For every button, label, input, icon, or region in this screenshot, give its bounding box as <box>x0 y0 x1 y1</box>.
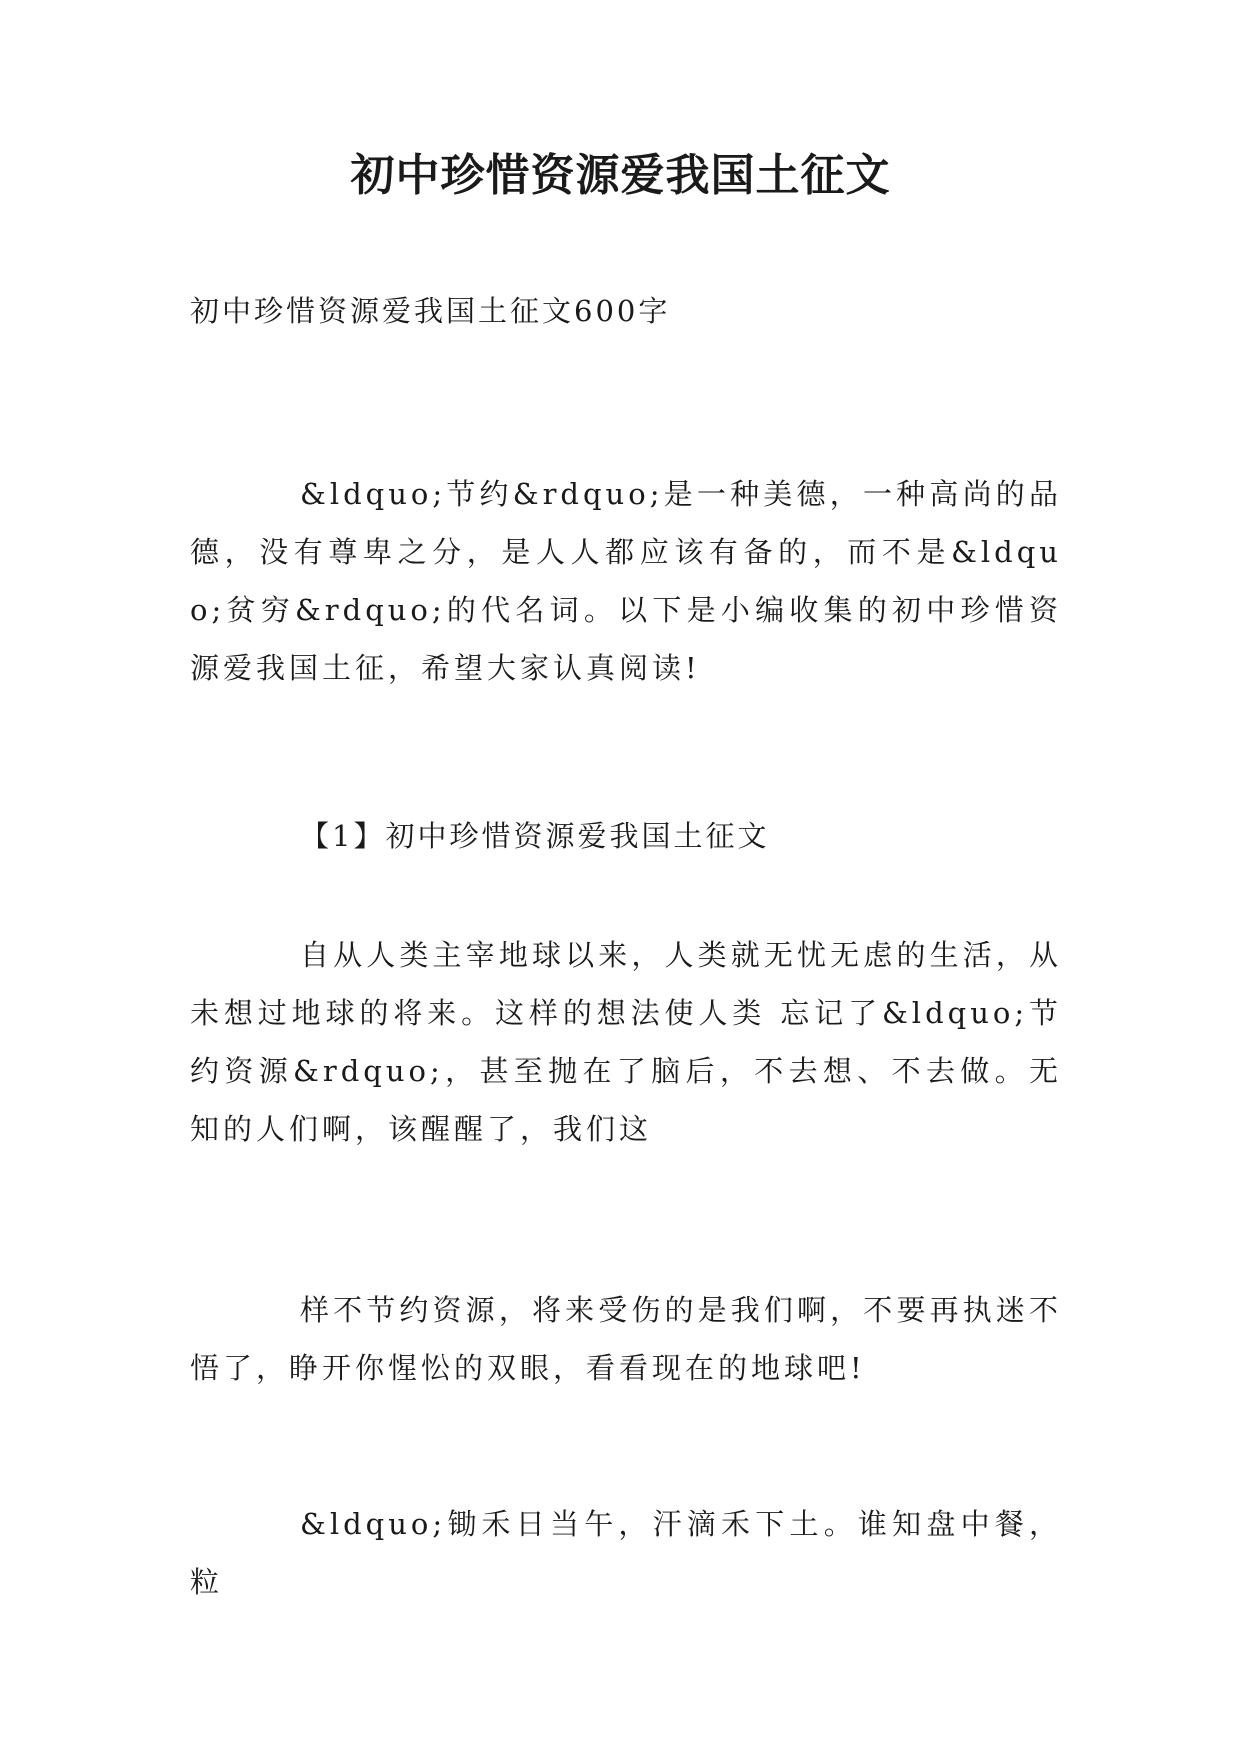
document-subtitle: 初中珍惜资源爱我国土征文600字 <box>190 294 671 328</box>
document-title: 初中珍惜资源爱我国土征文 <box>350 150 891 201</box>
body-paragraph: 样不节约资源，将来受伤的是我们啊，不要再执迷不悟了，睁开你惺忪的双眼，看看现在的地球吧! <box>190 1293 1062 1385</box>
body-paragraph: &ldquo;锄禾日当午，汗滴禾下土。谁知盘中餐，粒 <box>190 1507 1062 1599</box>
section-heading: 【1】初中珍惜资源爱我国土征文 <box>300 819 770 853</box>
body-paragraph: 自从人类主宰地球以来，人类就无忧无虑的生活，从未想过地球的将来。这样的想法使人类 忘记了&ldquo;节约资源&rdquo;，甚至抛在了脑后，不去想、不去做。无知的人们啊，该醒醒了，我们这 <box>190 938 1062 1146</box>
intro-paragraph: &ldquo;节约&rdquo;是一种美德，一种高尚的品德，没有尊卑之分，是人人都应该有备的，而不是&ldquo;贫穷&rdquo;的代名词。以下是小编收集的初中珍惜资源爱我国土征，希望大家认真阅读! <box>190 477 1062 685</box>
